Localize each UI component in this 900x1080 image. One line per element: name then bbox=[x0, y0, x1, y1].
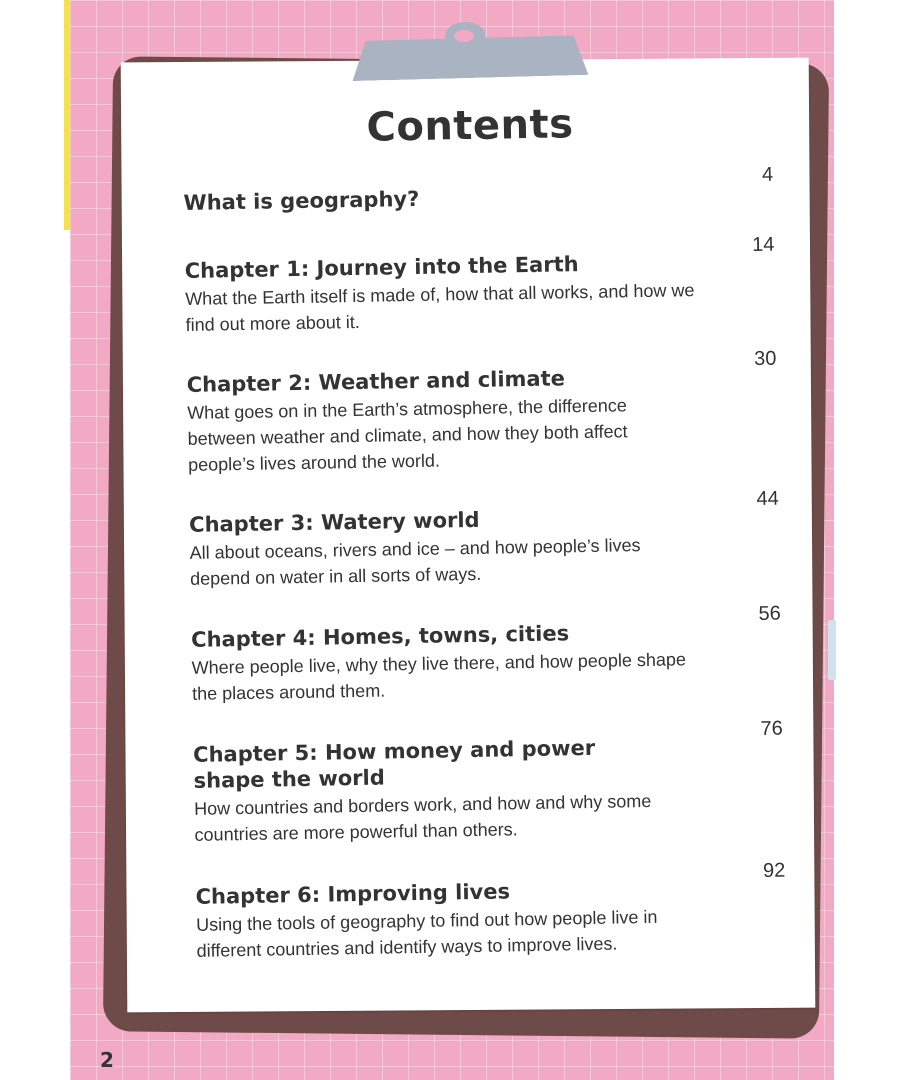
toc-entry-page: 4 bbox=[761, 163, 774, 186]
toc-entry-chapter-6[interactable] bbox=[195, 859, 796, 963]
contents-title: Contents bbox=[366, 101, 574, 151]
toc-entry-title: What is geography? bbox=[183, 186, 420, 215]
page-edge-tab bbox=[828, 620, 836, 680]
toc-entry-description: What the Earth itself is made of, how that all works, and how we find out more about it. bbox=[185, 280, 695, 335]
toc-entry-page: 56 bbox=[758, 602, 781, 625]
toc-entry-chapter-3[interactable] bbox=[188, 487, 790, 591]
toc-entry-title: Chapter 1: Journey into the Earth bbox=[184, 252, 579, 283]
toc-entry-page: 92 bbox=[762, 859, 786, 882]
toc-entry-description: What goes on in the Earth’s atmosphere, the difference between weather and climate, and how they both affect people’s lives around the world. bbox=[187, 395, 628, 475]
toc-entry-page: 76 bbox=[760, 717, 783, 740]
toc-entry-title: Chapter 3: Watery world bbox=[188, 507, 480, 537]
toc-entry-title: Chapter 2: Weather and climate bbox=[186, 366, 566, 397]
toc-entry-title: Chapter 4: Homes, towns, cities bbox=[190, 621, 570, 652]
toc-entry-description: Where people live, why they live there, and how people shape the places around them. bbox=[191, 649, 687, 704]
toc-entry-page: 14 bbox=[751, 233, 775, 257]
toc-entry-page: 30 bbox=[753, 347, 777, 371]
page-number: 2 bbox=[100, 1048, 114, 1072]
toc-entry-title: Chapter 6: Improving lives bbox=[195, 879, 511, 909]
toc-entry-chapter-5[interactable] bbox=[192, 717, 795, 847]
toc-entry-page: 44 bbox=[756, 487, 779, 511]
page-margin bbox=[834, 0, 900, 1080]
toc-entry-description: How countries and borders work, and how and why some countries are more powerful than others. bbox=[193, 790, 652, 845]
toc-entry-chapter-1[interactable] bbox=[184, 233, 786, 337]
toc-entry-chapter-4[interactable] bbox=[190, 602, 792, 706]
toc-entry-description: Using the tools of geography to find out how people live in different countries and identify ways to improve lives. bbox=[195, 906, 658, 961]
toc-entry-chapter-2[interactable] bbox=[186, 347, 788, 477]
toc-entry-title: Chapter 5: How money and power shape the world bbox=[192, 735, 596, 793]
toc-entry-description: All about oceans, rivers and ice – and how people’s lives depend on water in all sorts of ways. bbox=[189, 535, 641, 589]
